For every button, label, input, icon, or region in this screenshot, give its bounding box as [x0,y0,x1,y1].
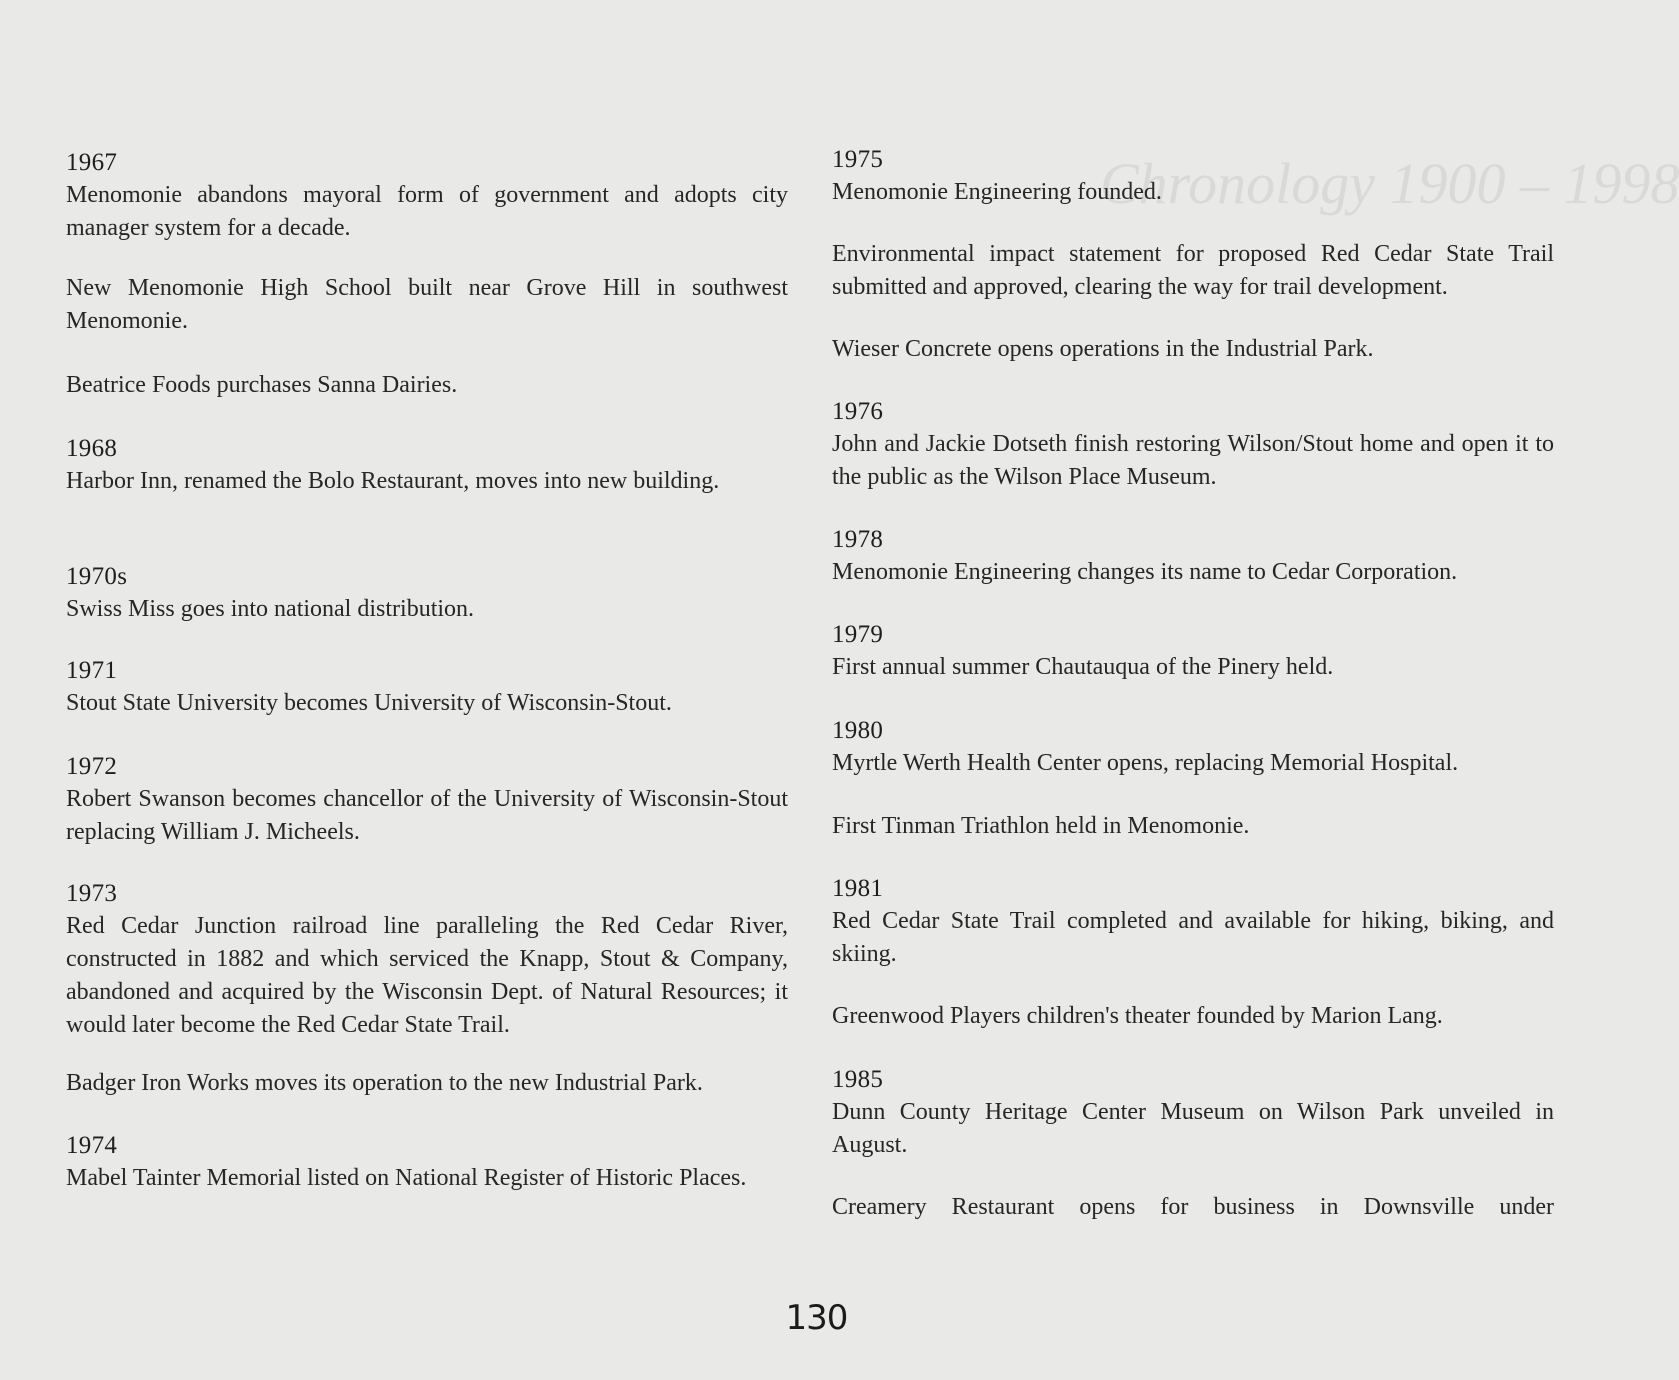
entry-text: Greenwood Players children's theater founded by Marion Lang. [832,1003,1443,1029]
entry-text: Myrtle Werth Health Center opens, replacing Memorial Hospital. [832,750,1459,776]
entry-year: 1975 [832,146,884,173]
timeline-entry [66,432,788,498]
timeline-entry [832,1063,1554,1162]
entry-text: Stout State University becomes University of Wisconsin-Stout. [66,690,672,716]
timeline-entry [832,238,1554,304]
entry-text: Dunn County Heritage Center Museum on Wilson Park unveiled in August. [832,1099,1554,1158]
entry-year: 1980 [832,717,884,744]
timeline-entry [832,1000,1554,1033]
entry-text: Environmental impact statement for proposed Red Cedar State Trail submitted and approved, clearing the way for trail development. [832,241,1554,300]
timeline-entry [832,523,1554,589]
timeline-entry [66,750,788,849]
page-number: 130 [785,1298,848,1338]
entry-text: Swiss Miss goes into national distribution. [66,596,475,622]
entry-year: 1985 [832,1066,884,1093]
entry-text: Badger Iron Works moves its operation to the new Industrial Park. [66,1070,703,1096]
timeline-entry [832,872,1554,971]
entry-text: Red Cedar State Trail completed and available for hiking, biking, and skiing. [832,908,1554,967]
entry-text: Creamery Restaurant opens for business in Downsville under [832,1194,1554,1220]
timeline-entry [832,810,1554,843]
bleed-through-heading: Chronology 1900 – 1998 [1100,151,1679,216]
timeline-entry [832,333,1554,366]
timeline-entry [66,146,788,245]
timeline-entry [832,714,1554,780]
entry-text: Menomonie abandons mayoral form of government and adopts city manager system for a decade. [66,182,788,241]
entry-text: Red Cedar Junction railroad line paralleling the Red Cedar River, constructed in 1882 and which serviced the Knapp, Stout & Company, abandoned and acquired by the Wisconsin Dept. of Natural Resources; it would later become the Red Cedar State Trail. [66,913,788,1038]
entry-text: Harbor Inn, renamed the Bolo Restaurant, moves into new building. [66,468,720,494]
timeline-entry [832,1191,1554,1224]
entry-text: Robert Swanson becomes chancellor of the University of Wisconsin-Stout replacing William J. Micheels. [66,786,788,845]
entry-text: First Tinman Triathlon held in Menomonie. [832,813,1250,839]
timeline-entry [832,618,1554,684]
entry-text: John and Jackie Dotseth finish restoring Wilson/Stout home and open it to the public as the Wilson Place Museum. [832,431,1554,490]
entry-text: Wieser Concrete opens operations in the Industrial Park. [832,336,1374,362]
entry-year: 1981 [832,875,884,902]
timeline-entry [832,143,1554,209]
entry-text: Beatrice Foods purchases Sanna Dairies. [66,372,458,398]
timeline-entry [66,1067,788,1100]
timeline-entry [66,654,788,720]
timeline-entry [66,877,788,1042]
timeline-entry [66,560,788,626]
entry-year: 1970s [66,563,128,590]
entry-year: 1976 [832,398,884,425]
entry-text: Menomonie Engineering changes its name to Cedar Corporation. [832,559,1458,585]
timeline-entry [832,395,1554,494]
timeline-entry [66,369,788,402]
entry-year: 1972 [66,753,118,780]
entry-text: First annual summer Chautauqua of the Pinery held. [832,654,1334,680]
entry-year: 1974 [66,1132,118,1159]
entry-text: New Menomonie High School built near Grove Hill in southwest Menomonie. [66,275,788,334]
entry-year: 1978 [832,526,884,553]
entry-year: 1971 [66,657,118,684]
entry-text: Mabel Tainter Memorial listed on National Register of Historic Places. [66,1165,747,1191]
entry-year: 1967 [66,149,118,176]
entry-year: 1968 [66,435,118,462]
entry-year: 1973 [66,880,118,907]
timeline-entry [66,1129,788,1195]
entry-year: 1979 [832,621,884,648]
timeline-entry [66,272,788,338]
entry-text: Menomonie Engineering founded. [832,179,1162,205]
